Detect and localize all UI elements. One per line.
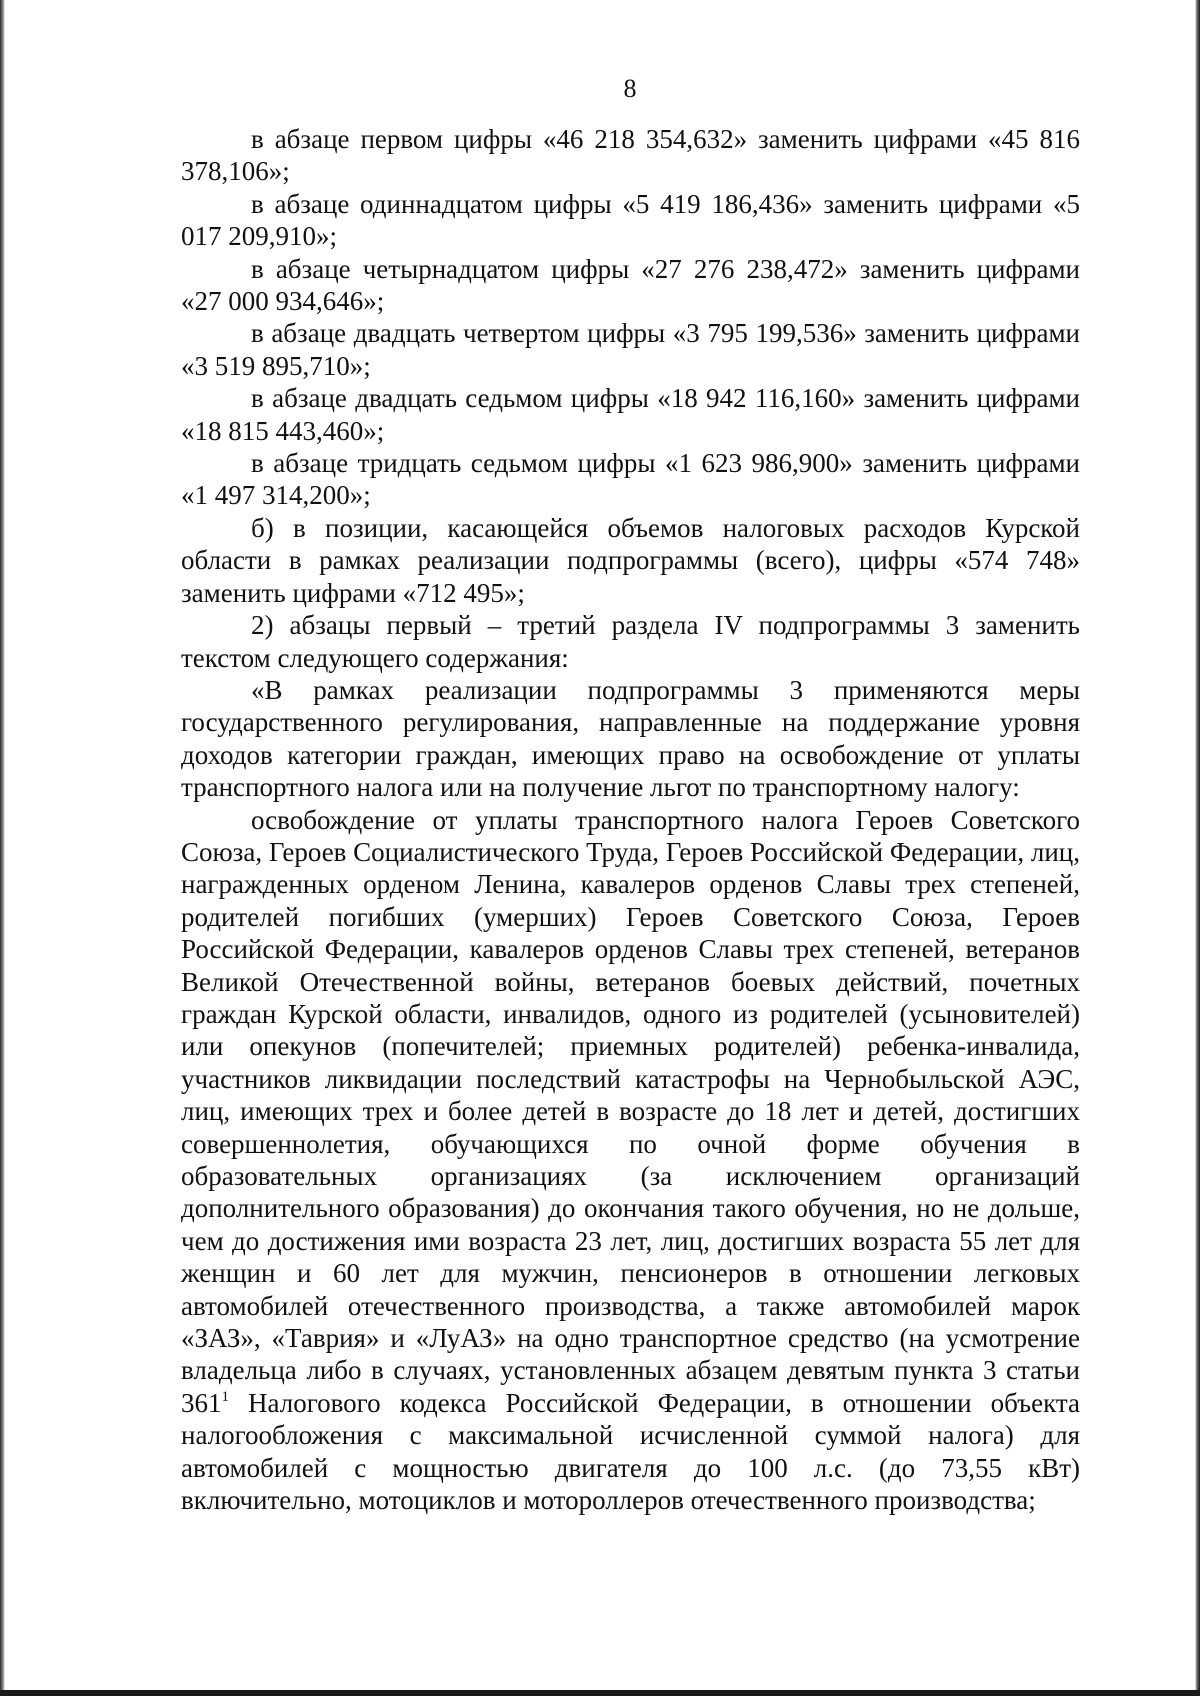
- document-body: [181, 123, 1080, 1516]
- paragraph-10-text-part-1: освобождение от уплаты транспортного налога Героев Советского Союза, Героев Социалистического Труда, Героев Российской Федерации, лиц, награжденных орденом Ленина, кавалеров орденов Славы трех степеней, родителей погибших (умерших) Героев Советского Союза, Героев Российской Федерации, кавалеров орденов Славы трех степеней, ветеранов Великой Отечественной войны, ветеранов боевых действий, почетных граждан Курской области, инвалидов, одного из родителей (усыновителей) или опекунов (попечителей; приемных родителей) ребенка-инвалида, участников ликвидации последствий катастрофы на Чернобыльской АЭС, лиц, имеющих трех и более детей в возрасте до 18 лет и детей, достигших совершеннолетия, обучающихся по очной форме обучения в образовательных организациях (за исключением организаций дополнительного образования) до окончания такого обучения, но не дольше, чем до достижения ими возраста 23 лет, лиц, достигших возраста 55 лет для женщин и 60 лет для мужчин, пенсионеров в отношении легковых автомобилей отечественного производства, а также автомобилей марок «ЗАЗ», «Таврия» и «ЛуАЗ» на одно транспортное средство (на усмотрение владельца либо в случаях, установленных абзацем девятым пункта 3 статьи 361: [181, 804, 1081, 1418]
- paragraph-3: в абзаце четырнадцатом цифры «27 276 238,472» заменить цифрами «27 000 934,646»;: [181, 253, 1080, 317]
- paragraph-5: в абзаце двадцать седьмом цифры «18 942 116,160» заменить цифрами «18 815 443,460»;: [181, 383, 1080, 446]
- paragraph-7: б) в позиции, касающейся объемов налоговых расходов Курской области в рамках реализации подпрограммы (всего), цифры «574 748» заменить цифрами «712 495»;: [181, 512, 1080, 608]
- paragraph-4: в абзаце двадцать четвертом цифры «3 795 199,536» заменить цифрами «3 519 895,710»;: [181, 318, 1080, 381]
- paragraph-10-text-part-2: Налогового кодекса Российской Федерации, в отношении объекта налогообложения с максимальной исчисленной суммой налога) для автомобилей с мощностью двигателя до 100 л.с. (до 73,55 кВт) включительно, мотоциклов и мотороллеров отечественного производства;: [181, 1387, 1080, 1516]
- paragraph-1: в абзаце первом цифры «46 218 354,632» заменить цифрами «45 816 378,106»;: [181, 124, 1080, 187]
- paragraph-10: [181, 804, 1080, 1517]
- scan-edge-right: [1195, 0, 1200, 1696]
- paragraph-9: «В рамках реализации подпрограммы 3 применяются меры государственного регулирования, направленные на поддержание уровня доходов категории граждан, имеющих право на освобождение от уплаты транспортного налога или на получение льгот по транспортному налогу:: [181, 674, 1080, 803]
- scan-edge-bottom: [0, 1690, 1200, 1696]
- paragraph-8: 2) абзацы первый – третий раздела IV подпрограммы 3 заменить текстом следующего содержания:: [181, 610, 1080, 673]
- paragraph-6: в абзаце тридцать седьмом цифры «1 623 986,900» заменить цифрами «1 497 314,200»;: [181, 448, 1080, 511]
- page-number: 8: [623, 74, 637, 103]
- scan-edge-left: [0, 0, 5, 1696]
- paragraph-2: в абзаце одиннадцатом цифры «5 419 186,436» заменить цифрами «5 017 209,910»;: [181, 188, 1080, 252]
- superscript-article-number: 1: [221, 1388, 229, 1405]
